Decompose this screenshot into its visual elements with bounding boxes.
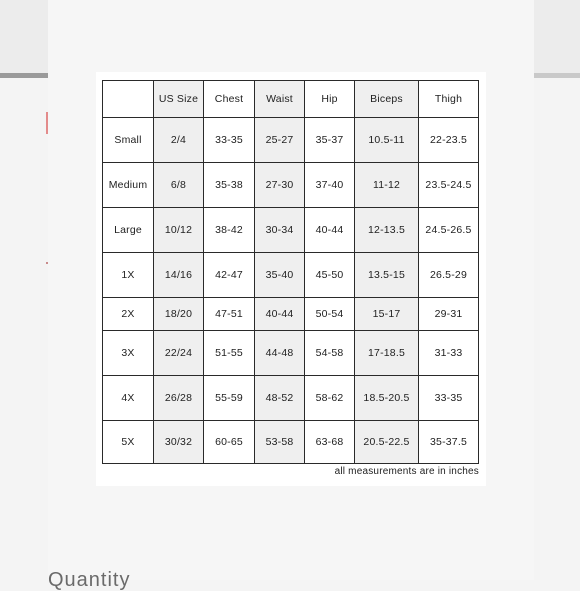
thigh-cell: 31-33	[419, 331, 479, 376]
header-waist: Waist	[255, 81, 305, 118]
thigh-cell: 29-31	[419, 298, 479, 331]
chest-cell: 42-47	[204, 253, 255, 298]
us-size-cell: 26/28	[154, 376, 204, 421]
table-row	[103, 376, 479, 421]
chest-cell: 55-59	[204, 376, 255, 421]
hip-cell: 58-62	[305, 376, 355, 421]
table-row	[103, 118, 479, 163]
header-chest: Chest	[204, 81, 255, 118]
biceps-cell: 20.5-22.5	[355, 421, 419, 464]
size-name-cell: 3X	[103, 331, 154, 376]
waist-cell: 25-27	[255, 118, 305, 163]
table-row	[103, 163, 479, 208]
top-left-panel	[0, 0, 48, 74]
us-size-cell: 18/20	[154, 298, 204, 331]
size-name-cell: Small	[103, 118, 154, 163]
measurement-footnote: all measurements are in inches	[334, 466, 479, 477]
biceps-cell: 11-12	[355, 163, 419, 208]
top-right-divider	[534, 73, 580, 78]
header-row	[103, 81, 479, 118]
chest-cell: 33-35	[204, 118, 255, 163]
corner-header-cell	[103, 81, 154, 118]
table-row	[103, 421, 479, 464]
table-row	[103, 298, 479, 331]
waist-cell: 30-34	[255, 208, 305, 253]
thigh-cell: 24.5-26.5	[419, 208, 479, 253]
hip-cell: 45-50	[305, 253, 355, 298]
us-size-cell: 22/24	[154, 331, 204, 376]
us-size-cell: 6/8	[154, 163, 204, 208]
size-chart-image	[96, 72, 486, 486]
hip-cell: 50-54	[305, 298, 355, 331]
left-accent-mark	[46, 112, 48, 134]
hip-cell: 37-40	[305, 163, 355, 208]
waist-cell: 35-40	[255, 253, 305, 298]
thigh-cell: 33-35	[419, 376, 479, 421]
chest-cell: 51-55	[204, 331, 255, 376]
chest-cell: 47-51	[204, 298, 255, 331]
biceps-cell: 10.5-11	[355, 118, 419, 163]
quantity-label: Quantity	[48, 569, 131, 591]
thigh-cell: 26.5-29	[419, 253, 479, 298]
table-row	[103, 331, 479, 376]
hip-cell: 54-58	[305, 331, 355, 376]
size-name-cell: Large	[103, 208, 154, 253]
waist-cell: 48-52	[255, 376, 305, 421]
thigh-cell: 22-23.5	[419, 118, 479, 163]
header-thigh: Thigh	[419, 81, 479, 118]
hip-cell: 35-37	[305, 118, 355, 163]
top-left-divider	[0, 73, 48, 78]
us-size-cell: 30/32	[154, 421, 204, 464]
waist-cell: 40-44	[255, 298, 305, 331]
waist-cell: 53-58	[255, 421, 305, 464]
size-name-cell: 5X	[103, 421, 154, 464]
us-size-cell: 2/4	[154, 118, 204, 163]
table-row	[103, 253, 479, 298]
size-name-cell: 4X	[103, 376, 154, 421]
biceps-cell: 17-18.5	[355, 331, 419, 376]
table-row	[103, 208, 479, 253]
header-biceps: Biceps	[355, 81, 419, 118]
hip-cell: 40-44	[305, 208, 355, 253]
size-name-cell: Medium	[103, 163, 154, 208]
chest-cell: 38-42	[204, 208, 255, 253]
header-us-size: US Size	[154, 81, 204, 118]
biceps-cell: 18.5-20.5	[355, 376, 419, 421]
thigh-cell: 23.5-24.5	[419, 163, 479, 208]
top-right-panel	[534, 0, 580, 74]
biceps-cell: 13.5-15	[355, 253, 419, 298]
us-size-cell: 10/12	[154, 208, 204, 253]
size-name-cell: 1X	[103, 253, 154, 298]
thigh-cell: 35-37.5	[419, 421, 479, 464]
us-size-cell: 14/16	[154, 253, 204, 298]
size-name-cell: 2X	[103, 298, 154, 331]
biceps-cell: 15-17	[355, 298, 419, 331]
chest-cell: 35-38	[204, 163, 255, 208]
size-chart-table	[102, 80, 479, 464]
chest-cell: 60-65	[204, 421, 255, 464]
waist-cell: 27-30	[255, 163, 305, 208]
hip-cell: 63-68	[305, 421, 355, 464]
waist-cell: 44-48	[255, 331, 305, 376]
left-accent-dot	[46, 262, 48, 264]
header-hip: Hip	[305, 81, 355, 118]
biceps-cell: 12-13.5	[355, 208, 419, 253]
